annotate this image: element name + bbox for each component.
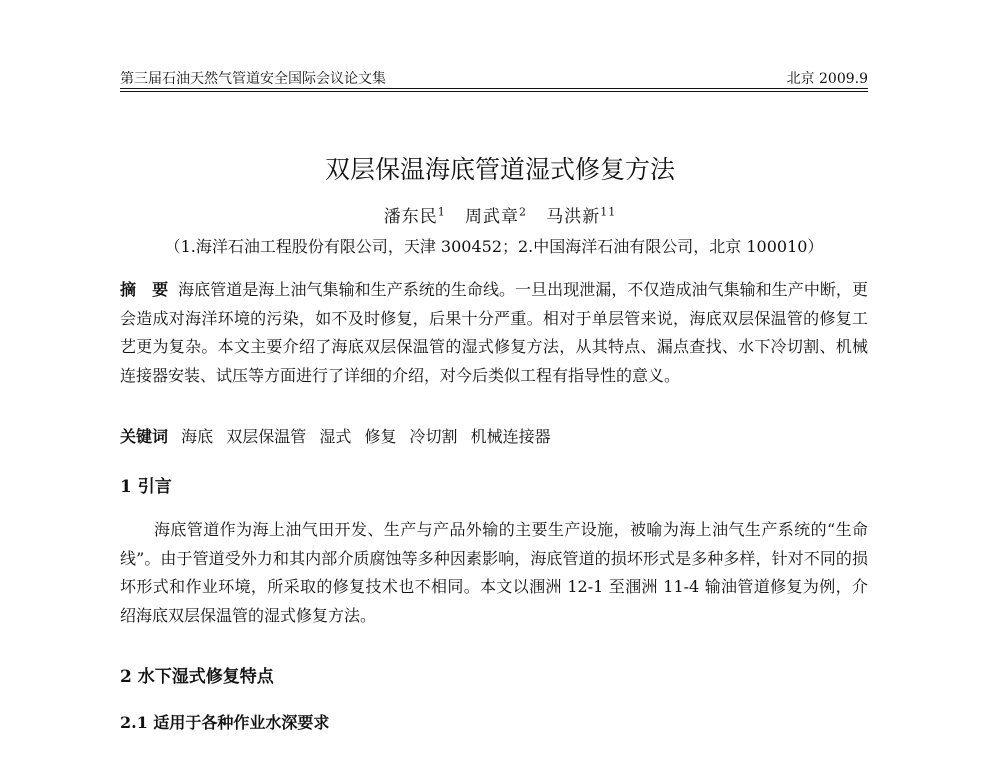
keyword: 湿式 [319,427,352,446]
author-3: 马洪新$^{11}$ [546,205,617,227]
keyword: 机械连接器 [470,427,551,446]
author-2: 周武章$^2$ [465,205,527,227]
running-header [120,64,868,88]
abstract-label: 摘 要 [120,280,169,299]
keyword: 冷切割 [409,427,458,446]
keyword: 海底 [181,427,214,446]
header-rule [120,88,868,89]
section-heading-wet-repair: 2 水下湿式修复特点 [120,667,274,687]
paper-title: 双层保温海底管道湿式修复方法 [324,155,675,184]
keyword: 双层保温管 [226,427,307,446]
subsection-heading-water-depth: 2.1 适用于各种作业水深要求 [120,713,330,732]
author-list [0,202,1000,227]
keyword: 修复 [364,427,397,446]
keywords-label: 关键词 [120,427,169,446]
intro-paragraph: 海底管道作为海上油气田开发、生产与产品外输的主要生产设施，被喻为海上油气生产系统的“生命线”。由于管道受外力和其内部介质腐蚀等多种因素影响，海底管道的损坏形式是多种多样，针对不同的损坏形式和作业环境，所采取的修复技术也不相同。本文以涠洲 12-1 至涠洲 11-4 输油管道修复为例，介绍海底双层保温管的湿式修复方法。 [120,520,868,625]
affiliation: （1.海洋石油工程股份有限公司，天津 300452；2.中国海洋石油有限公司，北京 100010） [164,237,824,256]
author-1: 潘东民$^1$ [383,205,446,227]
section-heading-intro: 1 引言 [120,477,172,497]
header-rule-thin [120,91,868,92]
abstract-text: 海底管道是海上油气集输和生产系统的生命线。一旦出现泄漏，不仅造成油气集输和生产中断，更会造成对海洋环境的污染，如不及时修复，后果十分严重。相对于单层管来说，海底双层保温管的修复工艺更为复杂。本文主要介绍了海底双层保温管的湿式修复方法，从其特点、漏点查找、水下冷切割、机械连接器安装、试压等方面进行了详细的介绍，对今后类似工程有指导性的意义。 [120,280,868,385]
abstract [120,276,868,390]
keywords [120,424,868,447]
header-place-date: 北京 2009.9 [786,71,868,87]
header-conference: 第三届石油天然气管道安全国际会议论文集 [120,71,386,87]
